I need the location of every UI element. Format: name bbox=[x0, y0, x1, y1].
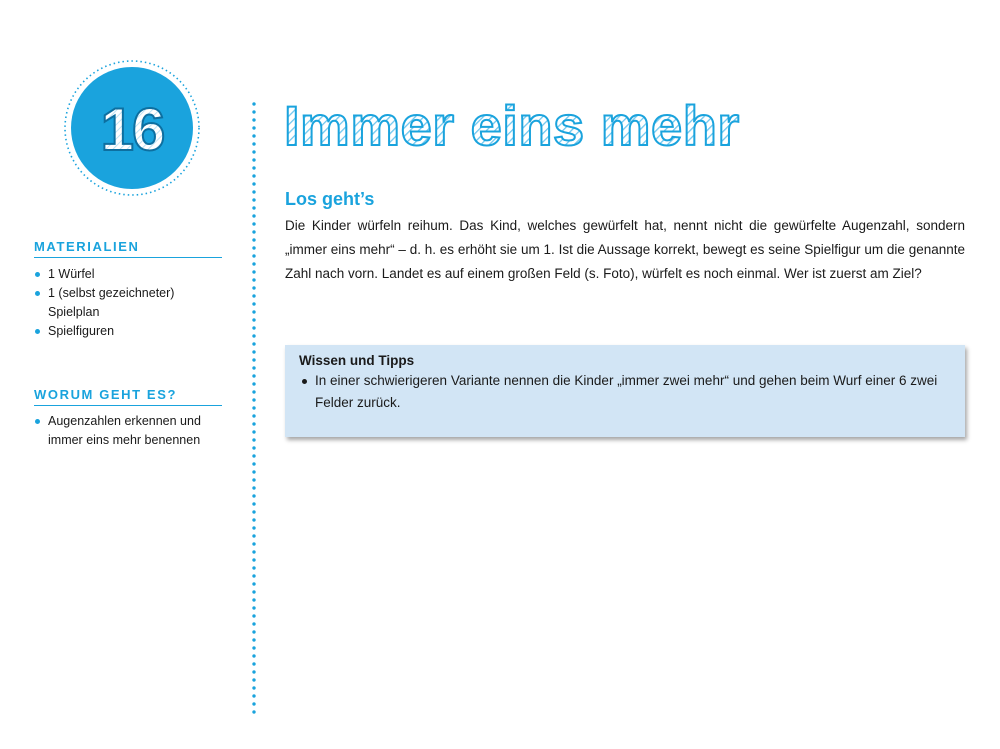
tips-heading: Wissen und Tipps bbox=[299, 353, 415, 368]
materials-list bbox=[34, 265, 226, 341]
chapter-number: 16 bbox=[100, 96, 164, 163]
goals-list bbox=[34, 412, 226, 450]
tips-list bbox=[299, 370, 951, 414]
page-title-graphic bbox=[280, 90, 780, 156]
list-item: Augenzahlen erkennen und immer eins mehr benennen bbox=[34, 412, 226, 450]
goals-heading: WORUM GEHT ES? bbox=[34, 387, 222, 406]
list-item: 1 (selbst gezeichneter) Spielplan bbox=[34, 284, 226, 322]
page-title: Immer eins mehr bbox=[284, 94, 740, 156]
list-item: In einer schwierigeren Variante nennen die Kinder „immer zwei mehr“ und gehen beim Wurf einer 6 zwei Felder zurück. bbox=[299, 370, 951, 414]
instructions-paragraph: Die Kinder würfeln reihum. Das Kind, welches gewürfelt hat, nennt nicht die gewürfelte Augenzahl, sondern „immer eins mehr“ – d. h. es erhöht sie um 1. Ist die Aussage korrekt, bewegt es seine Spielfigur um die genannte Zahl nach vorn. Landet es auf einem großen Feld (s. Foto), würfelt es noch einmal. Wer ist zuerst am Ziel? bbox=[285, 218, 965, 281]
list-item: 1 Würfel bbox=[34, 265, 226, 284]
dotted-divider bbox=[251, 100, 257, 715]
materials-heading: MATERIALIEN bbox=[34, 239, 222, 258]
list-item: Spielfiguren bbox=[34, 322, 226, 341]
section-subheading: Los geht’s bbox=[285, 189, 375, 209]
chapter-number-badge bbox=[62, 58, 202, 198]
tips-box bbox=[285, 345, 965, 437]
